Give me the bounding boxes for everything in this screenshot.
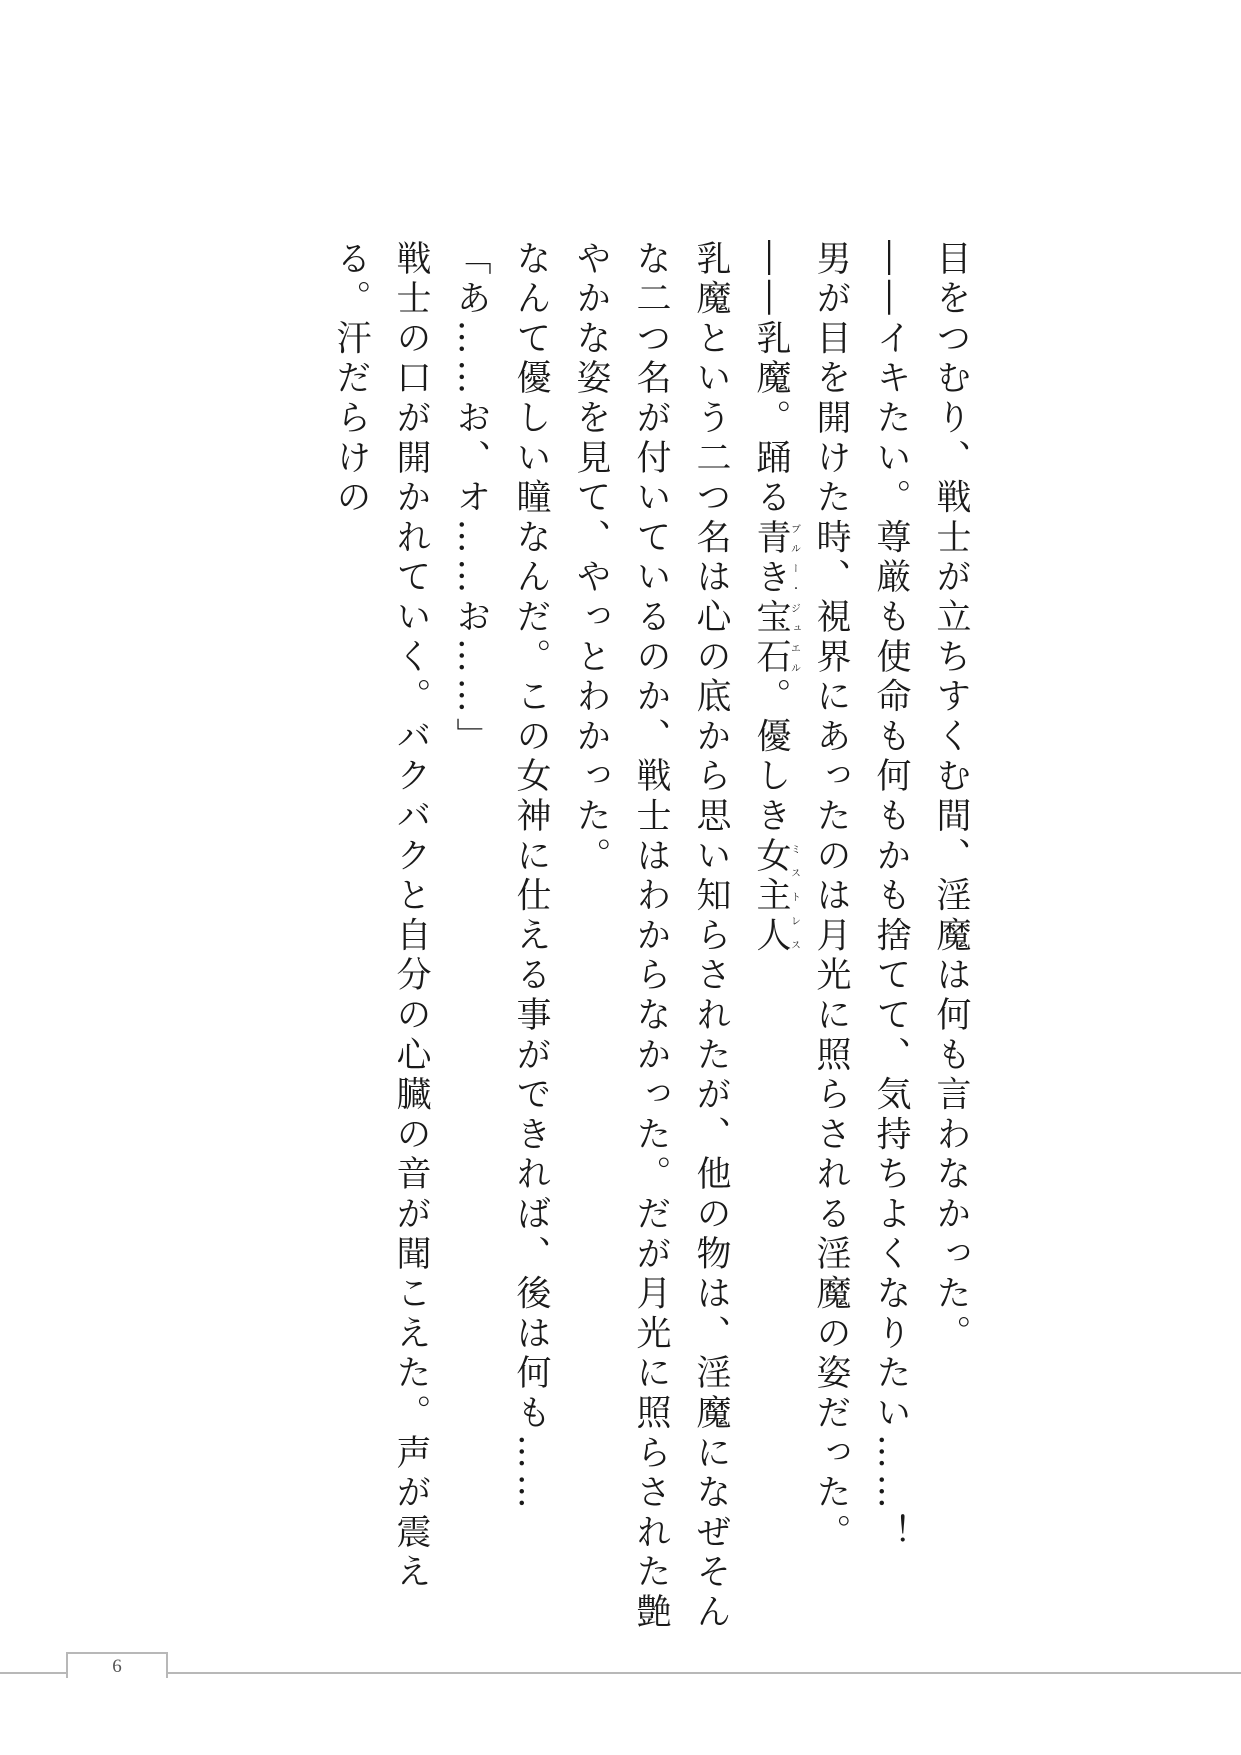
ruby-base: 青き宝石 [751,518,791,678]
footer-rule [0,1672,1241,1674]
paragraph: 「あ……お、オ……お……」 [451,240,491,758]
paragraph: 目をつむり、戦士が立ちすくむ間、淫魔は何も言わなかった。 [931,240,971,1355]
paragraph: なんて優しい瞳なんだ。この女神に仕える事ができれば、後は何も…… [511,240,551,1514]
paragraph: 乳魔という二つ名は心の底から思い知らされたが、他の物は、淫魔になぜそんな二つ名が付いているのか、戦士はわからなかった。だが月光に照らされた艶やかな姿を見て、やっとわかった。 [571,240,731,1633]
ruby-word [751,518,800,678]
paragraph: 戦士の口が開かれていく。バクバクと自分の心臓の音が聞こえた。声が震える。汗だらけの [331,240,431,1594]
ruby-reading: ミストレス [788,837,800,957]
ruby-word [751,837,800,957]
paragraph [741,240,801,1670]
paragraph: 男が目を開けた時、視界にあったのは月光に照らされる淫魔の姿だった。 [811,240,851,1554]
ruby-base: 女主人 [751,837,791,957]
paragraph: ――イキたい。尊厳も使命も何もかも捨てて、気持ちよくなりたい……！ [871,240,911,1554]
text-segment: 。優しき [751,677,791,838]
page-number: 6 [112,1656,122,1677]
ruby-reading: ブルー・ジュエル [788,518,800,678]
text-segment: ――乳魔。踊る [751,240,791,519]
vertical-text-body [321,240,981,1670]
page-number-tab [66,1652,168,1678]
